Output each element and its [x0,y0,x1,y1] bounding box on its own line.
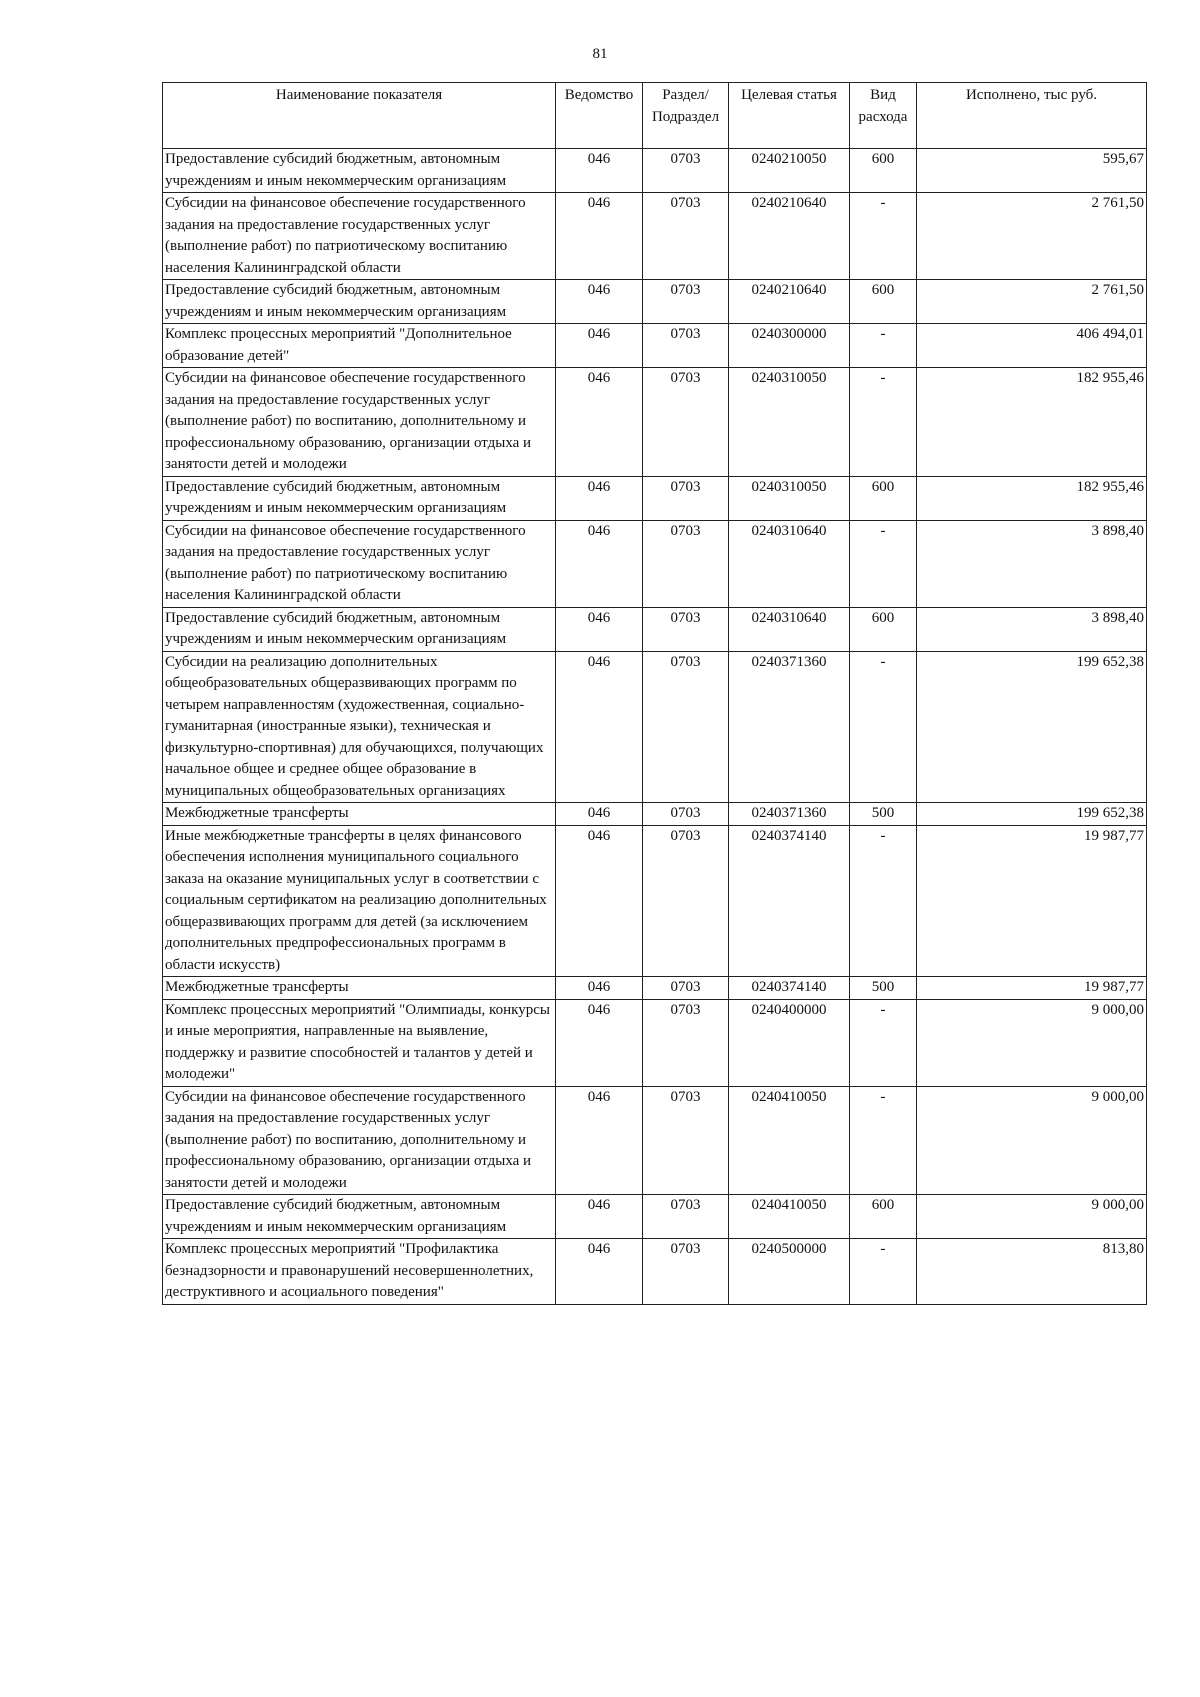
cell-dept: 046 [556,977,643,1000]
header-amount: Исполнено, тыс руб. [917,83,1147,149]
cell-target: 0240371360 [729,651,850,803]
cell-expense: - [850,193,917,280]
cell-target: 0240310640 [729,607,850,651]
table-row [163,1239,1147,1305]
cell-section: 0703 [643,651,729,803]
table-row [163,368,1147,477]
cell-name: Предоставление субсидий бюджетным, автономным учреждениям и иным некоммерческим организациям [163,149,556,193]
cell-expense: - [850,368,917,477]
cell-amount: 19 987,77 [917,977,1147,1000]
table-row [163,1086,1147,1195]
cell-section: 0703 [643,999,729,1086]
cell-name: Субсидии на финансовое обеспечение государственного задания на предоставление государственных услуг (выполнение работ) по воспитанию, дополнительному и профессиональному образованию, организации отдыха и занятости детей и молодежи [163,368,556,477]
cell-expense: - [850,651,917,803]
table-row [163,476,1147,520]
cell-amount: 406 494,01 [917,324,1147,368]
cell-section: 0703 [643,1086,729,1195]
cell-expense: - [850,520,917,607]
cell-amount: 2 761,50 [917,280,1147,324]
cell-expense: 600 [850,1195,917,1239]
cell-name: Межбюджетные трансферты [163,803,556,826]
cell-expense: 500 [850,977,917,1000]
cell-section: 0703 [643,977,729,1000]
cell-dept: 046 [556,280,643,324]
cell-name: Комплекс процессных мероприятий "Профилактика безнадзорности и правонарушений несовершеннолетних, деструктивного и асоциального поведения" [163,1239,556,1305]
cell-name: Комплекс процессных мероприятий "Олимпиады, конкурсы и иные мероприятия, направленные на выявление, поддержку и развитие способностей и талантов у детей и молодежи" [163,999,556,1086]
cell-dept: 046 [556,368,643,477]
cell-expense: - [850,1239,917,1305]
cell-amount: 3 898,40 [917,607,1147,651]
cell-expense: - [850,1086,917,1195]
table-row [163,651,1147,803]
cell-target: 0240374140 [729,825,850,977]
cell-name: Субсидии на финансовое обеспечение государственного задания на предоставление государственных услуг (выполнение работ) по патриотическому воспитанию населения Калининградской области [163,520,556,607]
table-row [163,324,1147,368]
cell-amount: 595,67 [917,149,1147,193]
cell-target: 0240310050 [729,476,850,520]
cell-target: 0240310640 [729,520,850,607]
cell-amount: 19 987,77 [917,825,1147,977]
header-section: Раздел/ Подраздел [643,83,729,149]
cell-target: 0240410050 [729,1195,850,1239]
cell-section: 0703 [643,803,729,826]
cell-amount: 199 652,38 [917,651,1147,803]
table-row [163,607,1147,651]
cell-amount: 9 000,00 [917,1086,1147,1195]
table-row [163,803,1147,826]
cell-expense: 600 [850,476,917,520]
header-target: Целевая статья [729,83,850,149]
cell-amount: 182 955,46 [917,368,1147,477]
cell-dept: 046 [556,1086,643,1195]
cell-name: Субсидии на финансовое обеспечение государственного задания на предоставление государственных услуг (выполнение работ) по воспитанию, дополнительному и профессиональному образованию, организации отдыха и занятости детей и молодежи [163,1086,556,1195]
cell-expense: 600 [850,149,917,193]
cell-target: 0240371360 [729,803,850,826]
table-row [163,149,1147,193]
cell-name: Межбюджетные трансферты [163,977,556,1000]
cell-target: 0240210640 [729,193,850,280]
cell-dept: 046 [556,651,643,803]
cell-dept: 046 [556,149,643,193]
cell-expense: - [850,324,917,368]
cell-expense: - [850,999,917,1086]
budget-table [162,82,1147,1305]
cell-name: Предоставление субсидий бюджетным, автономным учреждениям и иным некоммерческим организациям [163,476,556,520]
cell-name: Предоставление субсидий бюджетным, автономным учреждениям и иным некоммерческим организациям [163,1195,556,1239]
cell-dept: 046 [556,803,643,826]
cell-target: 0240210050 [729,149,850,193]
cell-dept: 046 [556,1239,643,1305]
cell-target: 0240400000 [729,999,850,1086]
cell-dept: 046 [556,607,643,651]
cell-section: 0703 [643,149,729,193]
cell-dept: 046 [556,999,643,1086]
cell-amount: 813,80 [917,1239,1147,1305]
table-row [163,280,1147,324]
cell-section: 0703 [643,1239,729,1305]
cell-target: 0240374140 [729,977,850,1000]
table-row [163,999,1147,1086]
cell-section: 0703 [643,193,729,280]
cell-dept: 046 [556,476,643,520]
cell-dept: 046 [556,520,643,607]
header-dept: Ведомство [556,83,643,149]
cell-name: Субсидии на финансовое обеспечение государственного задания на предоставление государственных услуг (выполнение работ) по патриотическому воспитанию населения Калининградской области [163,193,556,280]
cell-section: 0703 [643,1195,729,1239]
table-row [163,193,1147,280]
cell-section: 0703 [643,368,729,477]
cell-dept: 046 [556,193,643,280]
cell-amount: 182 955,46 [917,476,1147,520]
cell-name: Субсидии на реализацию дополнительных общеобразовательных общеразвивающих программ по четырем направленностям (художественная, социально-гуманитарная (иностранные языки), техническая и физкультурно-спортивная) для обучающихся, получающих начальное общее и среднее общее образование в муниципальных общеобразовательных организациях [163,651,556,803]
cell-section: 0703 [643,280,729,324]
cell-section: 0703 [643,520,729,607]
cell-amount: 3 898,40 [917,520,1147,607]
cell-amount: 9 000,00 [917,999,1147,1086]
cell-dept: 046 [556,324,643,368]
table-header-row [163,83,1147,149]
cell-amount: 2 761,50 [917,193,1147,280]
cell-section: 0703 [643,476,729,520]
header-name: Наименование показателя [163,83,556,149]
cell-expense: 600 [850,607,917,651]
header-expense: Вид расхода [850,83,917,149]
table-row [163,825,1147,977]
table-row [163,1195,1147,1239]
cell-target: 0240210640 [729,280,850,324]
cell-expense: - [850,825,917,977]
cell-amount: 9 000,00 [917,1195,1147,1239]
cell-amount: 199 652,38 [917,803,1147,826]
cell-expense: 600 [850,280,917,324]
cell-target: 0240300000 [729,324,850,368]
table-row [163,520,1147,607]
cell-section: 0703 [643,825,729,977]
page-number: 81 [592,46,608,62]
cell-name: Иные межбюджетные трансферты в целях финансового обеспечения исполнения муниципального социального заказа на оказание муниципальных услуг в соответствии с социальным сертификатом на реализацию дополнительных общеразвивающих программ для детей (за исключением дополнительных предпрофессиональных программ в области искусств) [163,825,556,977]
cell-section: 0703 [643,607,729,651]
cell-name: Комплекс процессных мероприятий "Дополнительное образование детей" [163,324,556,368]
cell-target: 0240410050 [729,1086,850,1195]
cell-expense: 500 [850,803,917,826]
table-row [163,977,1147,1000]
cell-dept: 046 [556,1195,643,1239]
cell-name: Предоставление субсидий бюджетным, автономным учреждениям и иным некоммерческим организациям [163,607,556,651]
cell-section: 0703 [643,324,729,368]
cell-target: 0240500000 [729,1239,850,1305]
cell-target: 0240310050 [729,368,850,477]
cell-name: Предоставление субсидий бюджетным, автономным учреждениям и иным некоммерческим организациям [163,280,556,324]
cell-dept: 046 [556,825,643,977]
